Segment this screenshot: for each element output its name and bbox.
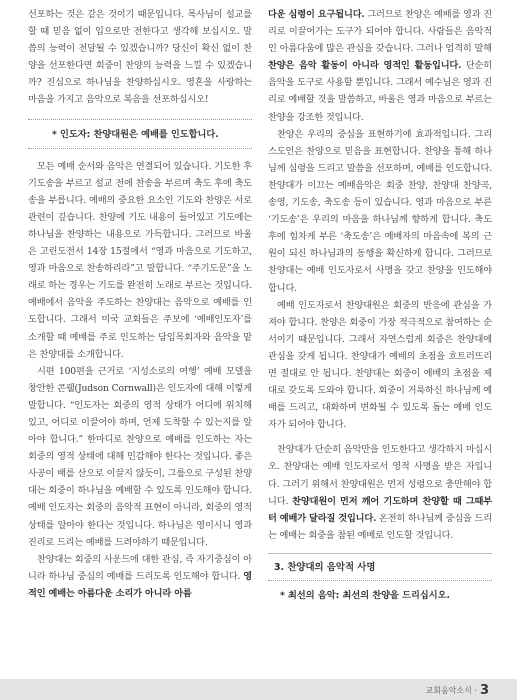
left-subheading-block bbox=[28, 109, 252, 158]
left-paragraph-4 bbox=[28, 551, 252, 602]
right-paragraph-1-emphasis-a: 다운 심령이 요구됩니다. bbox=[268, 9, 365, 20]
right-paragraph-4 bbox=[268, 441, 492, 544]
right-paragraph-1-text-a: 그러므로 찬양은 예배를 영과 진리로 이끌어가는 도구가 되어야 합니다. 사람들은 음악적인 아름다움에 많은 관심을 갖습니다. 그러나 엄격히 말해 bbox=[268, 9, 493, 55]
subheading-best-music: * 최선의 음악: 최선의 찬양을 드리십시오. bbox=[280, 589, 450, 601]
right-paragraph-3: 예배 인도자로서 찬양대원은 회중의 반응에 관심을 가져야 합니다. 찬양은 회중이 가장 적극적으로 참여하는 순서이기 때문입니다. 그래서 자연스럽게 회중은 찬양대에 관심을 갖게 됩니다. 찬양대가 예배의 초점을 흐트러뜨리면 절대로 안 됩니다. 찬양대는 회중이 예배의 초점을 제대로 갖도록 도와야 합니다. 회중이 거룩하신 하나님께 예배를 드리고, 대화하며 변화될 수 있도록 돕는 예배 인도자가 되어야 합니다. bbox=[268, 299, 492, 431]
left-paragraph-4-emphasis: 영적인 예배는 아름다운 소리가 아니라 아름 bbox=[28, 570, 252, 599]
right-column bbox=[268, 6, 492, 611]
page-number: 3 bbox=[479, 683, 489, 698]
footer bbox=[425, 683, 489, 698]
left-paragraph-1: 선포하는 것은 같은 것이기 때문입니다. 목사님이 설교를 할 때 믿음 없이 입으로만 전한다고 생각해 보십시오. 말씀의 능력이 전달될 수 있겠습니까? 당신이 확신 없이 찬양을 선포한다면 회중이 찬양의 능력을 느낄 수 있겠습니까? 진심으로 하나님을 찬양하십시오. 영혼을 사랑하는 마음을 가지고 음악으로 복음을 선포하십시오! bbox=[28, 9, 252, 106]
left-paragraph-2: 모든 예배 순서와 음악은 연결되어 있습니다. 기도한 후 기도송을 부르고 설교 전에 찬송을 부르며 축도 후에 축도송을 부릅니다. 예배의 중요한 요소인 기도와 찬양은 서로 관련이 깊습니다. 찬양에 기도 내용이 들어있고 기도에는 하나님을 찬양하는 내용으로 가득합니다. 그러므로 바울은 고린도전서 14장 15절에서 “영과 마음으로 기도하고, 영과 마음으로 찬송하리라”고 말합니다. “주기도문”을 노래로 하는 경우는 기도를 완전히 노래로 부르는 것입니다. 예배에서 음악을 주도하는 찬양대는 음악으로 예배를 인도합니다. 그래서 미국 교회들은 주보에 ‘예배인도자’를 소개할 때 예배를 주로 인도하는 담임목회자와 음악을 맡은 찬양대를 소개합니다. bbox=[28, 160, 252, 360]
right-paragraph-1-text-b: 단순히 음악을 도구로 사용할 뿐입니다. 그래서 예수님은 영과 진리로 예배할 것을 말씀하고, 바울은 영과 마음으로 부르는 찬양을 강조한 것입니다. bbox=[268, 60, 492, 123]
left-column bbox=[28, 6, 252, 602]
section-title: 3. 찬양대의 음악적 사명 bbox=[274, 561, 376, 573]
subheading-leader: * 인도자: 찬양대원은 예배를 인도합니다. bbox=[52, 128, 219, 140]
divider bbox=[28, 148, 252, 149]
right-paragraph-2: 찬양은 우리의 중심을 표현하기에 효과적입니다. 그리스도인은 찬양으로 믿음을 표현합니다. 찬양을 통해 하나님께 심령을 드리고 말씀을 선포하며, 예배를 인도합니다. 찬양대가 이끄는 예배음악은 회중 찬양, 찬양대 찬양곡, 송영, 기도송, 축도송 등이 있습니다. 영과 마음으로 부른 ‘기도송’은 우리의 마음을 하나님께 향하게 합니다. 축도 후에 힘차게 부른 ‘축도송’은 예배자의 마음속에 복의 근원이 되신 하나님과의 동행을 확신하게 합니다. 그러므로 찬양대는 예배 인도자로서 사명을 갖고 찬양을 인도해야 합니다. bbox=[268, 128, 492, 294]
right-paragraph-4-text-b: 온전히 하나님께 중심을 드리는 예배는 회중을 참된 예배로 인도할 것입니다. bbox=[268, 512, 492, 541]
right-paragraph-4-emphasis: 찬양대원이 먼저 깨어 기도하며 찬양할 때 그때부터 예배가 달라질 것입니다. bbox=[268, 495, 492, 524]
right-paragraph-4-text-a: 찬양대가 단순히 음악만을 인도한다고 생각하지 마십시오. 찬양대는 예배 인도자로서 영적 사명을 받은 자입니다. 그러기 위해서 찬양대원은 먼저 성령으로 충만해야 합니다. bbox=[268, 444, 492, 507]
right-paragraph-1 bbox=[268, 6, 492, 126]
footer-label: 교회음악소식 · bbox=[425, 686, 477, 695]
left-paragraph-3: 시편 100편을 근거로 ‘지성소로의 여행’ 예배 모델을 창안한 콘웰(Judson Cornwall)은 인도자에 대해 이렇게 말합니다. “인도자는 회중의 영적 상태가 어디에 위치해 있고, 어디로 이끌어야 하며, 언제 도착할 수 있는지를 알아야 합니다.” 한마디로 찬양으로 예배를 인도하는 자는 회중의 영적 상태에 대해 민감해야 한다는 것입니다. 좋은 사공이 배를 산으로 이끌지 않듯이, 그룹으로 구성된 찬양대는 회중이 하나님을 예배할 수 있도록 인도해야 합니다. 예배 인도자는 회중의 음악적 표현이 아니라, 회중의 영적 상태를 알아야 한다는 것입니다. 하나님은 영이시니 영과 진리로 드리는 예배를 드려야하기 때문입니다. bbox=[28, 365, 252, 548]
right-paragraph-1-emphasis-b: 찬양은 음악 활동이 아니라 영적인 활동입니다. bbox=[268, 60, 462, 72]
left-paragraph-4-text: 찬양대는 회중의 사운드에 대한 관심, 즉 자기중심이 아니라 하나님 중심의 예배를 드리도록 인도해야 합니다. bbox=[28, 553, 252, 582]
section-block bbox=[268, 544, 492, 611]
